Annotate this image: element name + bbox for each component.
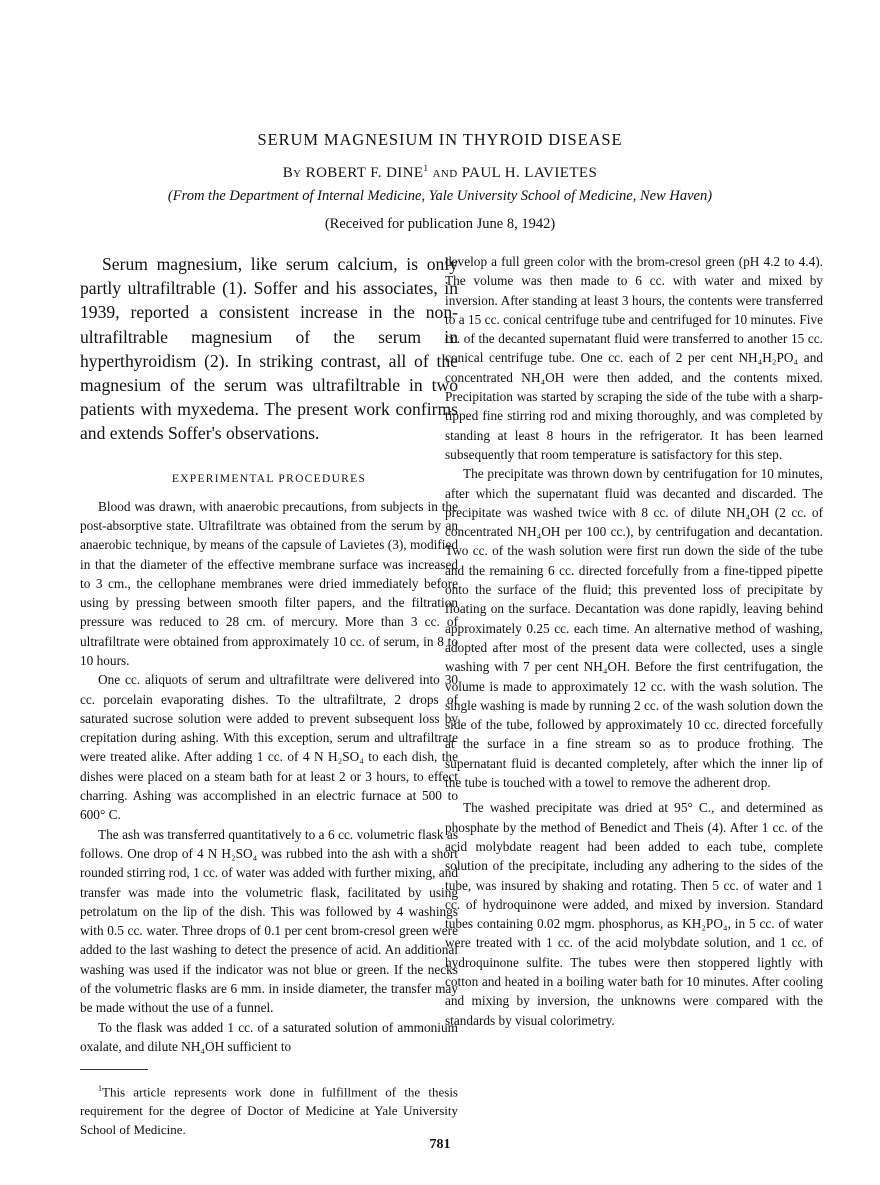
section-heading: EXPERIMENTAL PROCEDURES bbox=[171, 472, 367, 485]
affiliation: (From the Department of Internal Medicine, Yale University School of Medicine, New Haven) bbox=[167, 188, 713, 204]
by-label: By bbox=[282, 165, 302, 181]
body-paragraph: To the flask was added 1 cc. of a saturated solution of ammonium oxalate, and dilute NH₄OH sufficient to bbox=[80, 1019, 458, 1054]
and-label: and bbox=[432, 165, 458, 181]
body-paragraph: The washed precipitate was dried at 95° C., and determined as phosphate by the method of Benedict and Theis (4). After 1 cc. of the acid molybdate reagent had been added to each tube, complete solution of the precipitate, including any adhering to the sides of the tube, was insured by shaking and rotating. Then 5 cc. of water and 1 cc. of hydroquinone were added, and mixed by inversion. Standard tubes containing 0.02 mgm. phosphorus, as KH₂PO₄, in 5 cc. of water were treated with 1 cc. of the acid molybdate solution, and 1 cc. of hydroquinone sulfite. The tubes were then stoppered lightly with cotton and heated in a boiling water bath for 10 minutes. After cooling and mixing by inversion, the unknowns were compared with the standards by visual colorimetry. bbox=[445, 800, 823, 1028]
body-paragraph: Blood was drawn, with anaerobic precautions, from subjects in the post-absorptive state. Ultrafiltrate was obtained from the serum by an anaerobic technique, by means of the capsule of Lavietes (3), modified in that the diameter of the effective membrane surface was increased to 3 cm., the cellophane membranes were dried immediately before using by pressing between smooth filter papers, and the filtration pressure was reduced to 28 cm. of mercury. More than 3 cc. of ultrafiltrate were obtained from approximately 10 cc. of serum, in 8 to 10 hours. bbox=[80, 498, 458, 668]
intro-paragraph: Serum magnesium, like serum calcium, is only partly ultrafiltrable (1). Soffer and his associates, in 1939, reported a consistent increase in the non-ultrafiltrable magnesium of the serum in hyperthyroidism (2). In striking contrast, all of the magnesium of the serum was ultrafiltrable in two patients with myxedema. The present work confirms and extends Soffer's observations. bbox=[80, 254, 458, 444]
footnote-divider bbox=[80, 1069, 148, 1070]
body-paragraph: One cc. aliquots of serum and ultrafiltrate were delivered into 30 cc. porcelain evaporating dishes. To the ultrafiltrate, 2 drops of saturated sucrose solution were added to prevent subsequent loss by crepitation during ashing. With this exception, serum and ultrafiltrate were treated alike. After adding 1 cc. of 4 N H₂SO₄ to each dish, the dishes were placed on a steam bath for at least 2 or 3 hours, to effect charring. Ashing was accomplished in an electric furnace at 500 to 600° C. bbox=[80, 672, 458, 823]
footnote-mark: 1 bbox=[98, 1084, 102, 1094]
received-date: (Received for publication June 8, 1942) bbox=[324, 216, 556, 232]
footnote-ref: 1 bbox=[423, 163, 429, 173]
footnote-text: This article represents work done in fulfillment of the thesis requirement for the degree of Doctor of Medicine at Yale University School of Medicine. bbox=[80, 1084, 458, 1137]
body-paragraph: The precipitate was thrown down by centrifugation for 10 minutes, after which the supernatant fluid was decanted and discarded. The precipitate was washed twice with 8 cc. of dilute NH₄OH (2 cc. of concentrated NH₄OH per 100 cc.), by centrifugation and decantation. Two cc. of the wash solution were first run down the side of the tube and the remaining 6 cc. directed forcefully from a fine-tipped pipette onto the surface of the fluid; this prevented loss of precipitate by floating on the surface. Decantation was done rapidly, leaving behind approximately 0.25 cc. each time. An alternative method of washing, adopted after most of the present data were collected, uses a single washing with 7 per cent NH₄OH. Before the first centrifugation, the volume is made to approximately 12 cc. with the wash solution. The single washing is made by running 2 cc. of the wash solution down the side of the tube, followed by approximately 10 cc. directed forcefully at the surface in a fine stream so as to produce frothing. The supernatant fluid is decanted completely, after which the inner lip of the tube is touched with a towel to remove the adherent drop. bbox=[445, 466, 823, 791]
article-title: SERUM MAGNESIUM IN THYROID DISEASE bbox=[257, 130, 623, 149]
body-paragraph: The ash was transferred quantitatively to a 6 cc. volumetric flask as follows. One drop of 4 N H₂SO₄ was rubbed into the ash with a short rounded stirring rod, 1 cc. of water was added with further mixing, and transfer was made into the volumetric flask, facilitated by using petrolatum on the lip of the dish. This was followed by 4 washings with 0.5 cc. water. Three drops of 0.1 per cent brom-cresol green were added to the last washing to detect the presence of acid. An additional washing was used if the indicator was not blue or green. If the necks of the volumetric flasks are 6 mm. in inside diameter, the transfer may be made without the use of a funnel. bbox=[80, 826, 458, 1016]
left-column bbox=[80, 252, 458, 1139]
author-1: ROBERT F. DINE bbox=[305, 165, 424, 181]
author-2: PAUL H. LAVIETES bbox=[461, 165, 598, 181]
author-line bbox=[0, 163, 880, 182]
right-column bbox=[445, 252, 823, 1030]
body-paragraph: develop a full green color with the brom-cresol green (pH 4.2 to 4.4). The volume was then made to 6 cc. with water and mixed by inversion. After standing at least 3 hours, the contents were transferred to a 15 cc. conical centrifuge tube and centrifuged for 10 minutes. Five cc. of the decanted supernatant fluid were transferred to another 15 cc. conical centrifuge tube. One cc. each of 2 per cent NH₄H₂PO₄ and concentrated NH₄OH were then added, and the contents mixed. Precipitation was started by scraping the side of the tube with a sharp-tipped fine stirring rod and mixing thoroughly, and was completed by standing at least 8 hours in the refrigerator. It has been learned subsequently that room temperature is satisfactory for this step. bbox=[445, 254, 823, 462]
footnote bbox=[80, 1080, 458, 1139]
page-number: 781 bbox=[429, 1137, 451, 1152]
